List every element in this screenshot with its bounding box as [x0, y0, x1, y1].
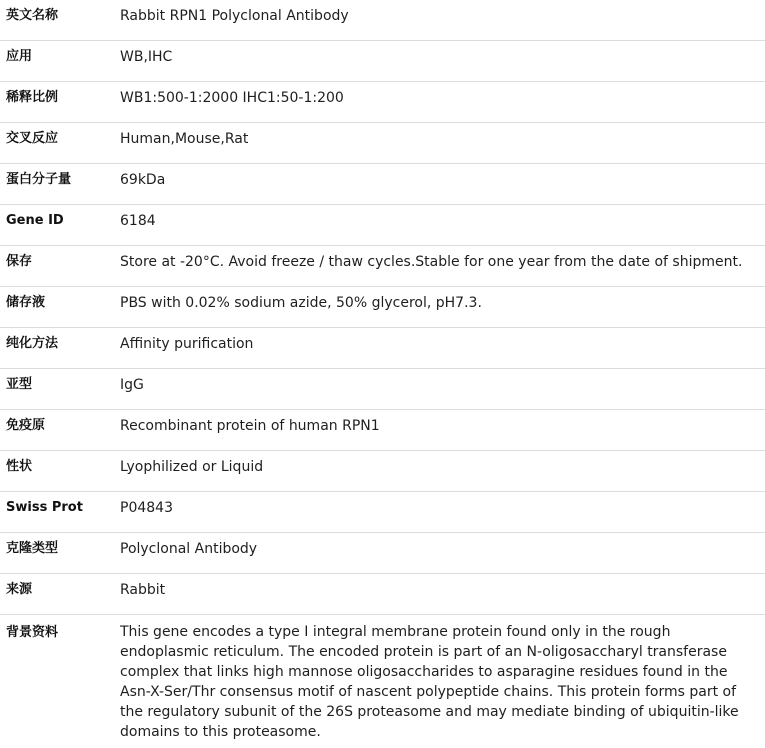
spec-value: This gene encodes a type I integral membrane protein found only in the rough endoplasmic reticulum. The encoded protein is part of an N-oligosaccharyl transferase complex that links high mannose oligosaccharides to asparagine residues found in the Asn-X-Ser/Thr consensus motif of nascent polypeptide chains. This protein forms part of the regulatory subunit of the 26S proteasome and may mediate binding of ubiquitin-like domains to this proteasome. — [113, 615, 765, 748]
spec-row-purification — [0, 328, 765, 369]
spec-row-clonality — [0, 533, 765, 574]
spec-value: Store at -20°C. Avoid freeze / thaw cycles.Stable for one year from the date of shipment. — [113, 246, 765, 287]
spec-value: Recombinant protein of human RPN1 — [113, 410, 765, 451]
spec-value: Polyclonal Antibody — [113, 533, 765, 574]
spec-key: 应用 — [0, 41, 113, 82]
spec-row-buffer — [0, 287, 765, 328]
spec-value: WB1:500-1:2000 IHC1:50-1:200 — [113, 82, 765, 123]
spec-value: 69kDa — [113, 164, 765, 205]
spec-key: 纯化方法 — [0, 328, 113, 369]
spec-value: Rabbit RPN1 Polyclonal Antibody — [113, 0, 765, 41]
spec-key: Gene ID — [0, 205, 113, 246]
spec-row-cross-reactivity — [0, 123, 765, 164]
spec-key: 克隆类型 — [0, 533, 113, 574]
spec-value: P04843 — [113, 492, 765, 533]
spec-value: Lyophilized or Liquid — [113, 451, 765, 492]
spec-value: PBS with 0.02% sodium azide, 50% glycerol, pH7.3. — [113, 287, 765, 328]
spec-row-storage — [0, 246, 765, 287]
spec-key: 背景资料 — [0, 615, 113, 748]
spec-key: 蛋白分子量 — [0, 164, 113, 205]
spec-row-english-name — [0, 0, 765, 41]
spec-key: 储存液 — [0, 287, 113, 328]
spec-key: 稀释比例 — [0, 82, 113, 123]
spec-row-immunogen — [0, 410, 765, 451]
spec-row-dilution — [0, 82, 765, 123]
spec-key: 英文名称 — [0, 0, 113, 41]
spec-row-isotype — [0, 369, 765, 410]
spec-key: 免疫原 — [0, 410, 113, 451]
spec-key: 保存 — [0, 246, 113, 287]
spec-row-molecular-weight — [0, 164, 765, 205]
spec-key: 来源 — [0, 574, 113, 615]
spec-key: 亚型 — [0, 369, 113, 410]
spec-row-background — [0, 615, 765, 748]
spec-value: Rabbit — [113, 574, 765, 615]
spec-row-application — [0, 41, 765, 82]
spec-key: 性状 — [0, 451, 113, 492]
spec-row-swiss-prot — [0, 492, 765, 533]
spec-row-host — [0, 574, 765, 615]
spec-value: WB,IHC — [113, 41, 765, 82]
spec-value: Human,Mouse,Rat — [113, 123, 765, 164]
spec-key: Swiss Prot — [0, 492, 113, 533]
spec-row-gene-id — [0, 205, 765, 246]
spec-row-form — [0, 451, 765, 492]
spec-value: IgG — [113, 369, 765, 410]
spec-value: Affinity purification — [113, 328, 765, 369]
spec-key: 交叉反应 — [0, 123, 113, 164]
spec-value: 6184 — [113, 205, 765, 246]
